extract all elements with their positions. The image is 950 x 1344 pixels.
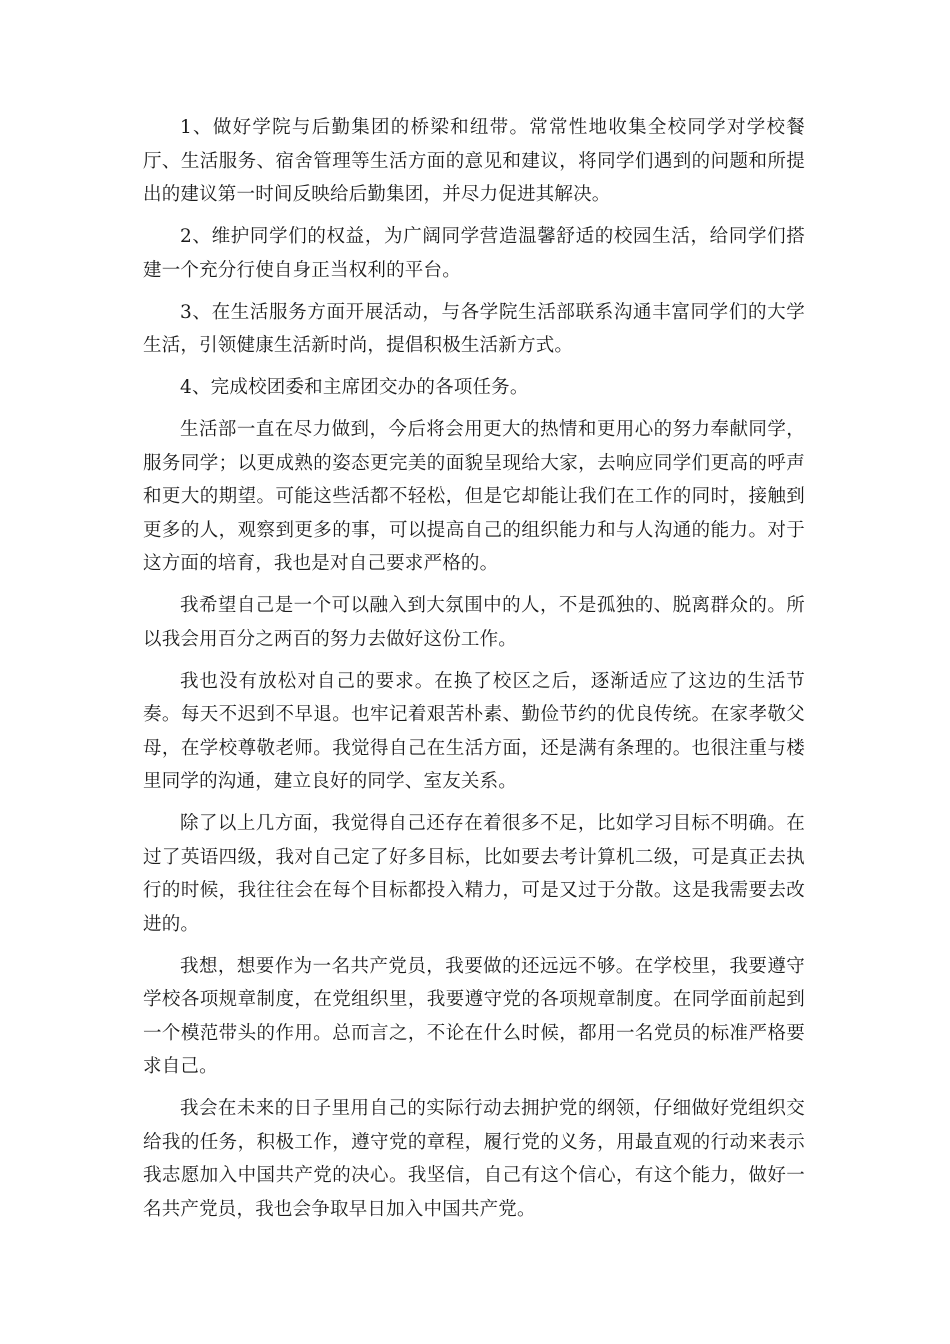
paragraph-self-requirements: 我也没有放松对自己的要求。在换了校区之后，逐渐适应了这边的生活节奏。每天不迟到不早退。也牢记着艰苦朴素、勤俭节约的优良传统。在家孝敬父母，在学校尊敬老师。我觉得自己在生活方面，还是满有条理的。也很注重与楼里同学的沟通，建立良好的同学、室友关系。 xyxy=(143,670,805,792)
paragraph-resolution: 我会在未来的日子里用自己的实际行动去拥护党的纲领，仔细做好党组织交给我的任务，积极工作，遵守党的章程，履行党的义务，用最直观的行动来表示我志愿加入中国共产党的决心。我坚信，自己有这个信心，有这个能力，做好一名共产党员，我也会争取早日加入中国共产党。 xyxy=(143,1098,805,1220)
paragraph-item-2: 2、维护同学们的权益，为广阔同学营造温馨舒适的校园生活，给同学们搭建一个充分行使自身正当权利的平台。 xyxy=(143,226,805,281)
paragraph-shortcomings: 除了以上几方面，我觉得自己还存在着很多不足，比如学习目标不明确。在过了英语四级，我对自己定了好多目标，比如要去考计算机二级，可是真正去执行的时候，我往往会在每个目标都投入精力，可是又过于分散。这是我需要去改进的。 xyxy=(143,813,805,935)
paragraph-hope: 我希望自己是一个可以融入到大氛围中的人，不是孤独的、脱离群众的。所以我会用百分之两百的努力去做好这份工作。 xyxy=(143,595,805,650)
paragraph-party-member-standard: 我想，想要作为一名共产党员，我要做的还远远不够。在学校里，我要遵守学校各项规章制度，在党组织里，我要遵守党的各项规章制度。在同学面前起到一个模范带头的作用。总而言之，不论在什么时候，都用一名党员的标准严格要求自己。 xyxy=(143,955,805,1077)
paragraph-life-department: 生活部一直在尽力做到，今后将会用更大的热情和更用心的努力奉献同学，服务同学；以更成熟的姿态更完美的面貌呈现给大家，去响应同学们更高的呼声和更大的期望。可能这些活都不轻松，但是它却能让我们在工作的同时，接触到更多的人，观察到更多的事，可以提高自己的组织能力和与人沟通的能力。对于这方面的培育，我也是对自己要求严格的。 xyxy=(143,419,805,574)
paragraph-item-1: 1、做好学院与后勤集团的桥梁和纽带。常常性地收集全校同学对学校餐厅、生活服务、宿舍管理等生活方面的意见和建议，将同学们遇到的问题和所提出的建议第一时间反映给后勤集团，并尽力促进其解决。 xyxy=(143,117,805,205)
paragraph-item-3: 3、在生活服务方面开展活动，与各学院生活部联系沟通丰富同学们的大学生活，引领健康生活新时尚，提倡积极生活新方式。 xyxy=(143,301,805,356)
paragraph-item-4: 4、完成校团委和主席团交办的各项任务。 xyxy=(180,377,529,398)
document-body xyxy=(143,111,805,1235)
